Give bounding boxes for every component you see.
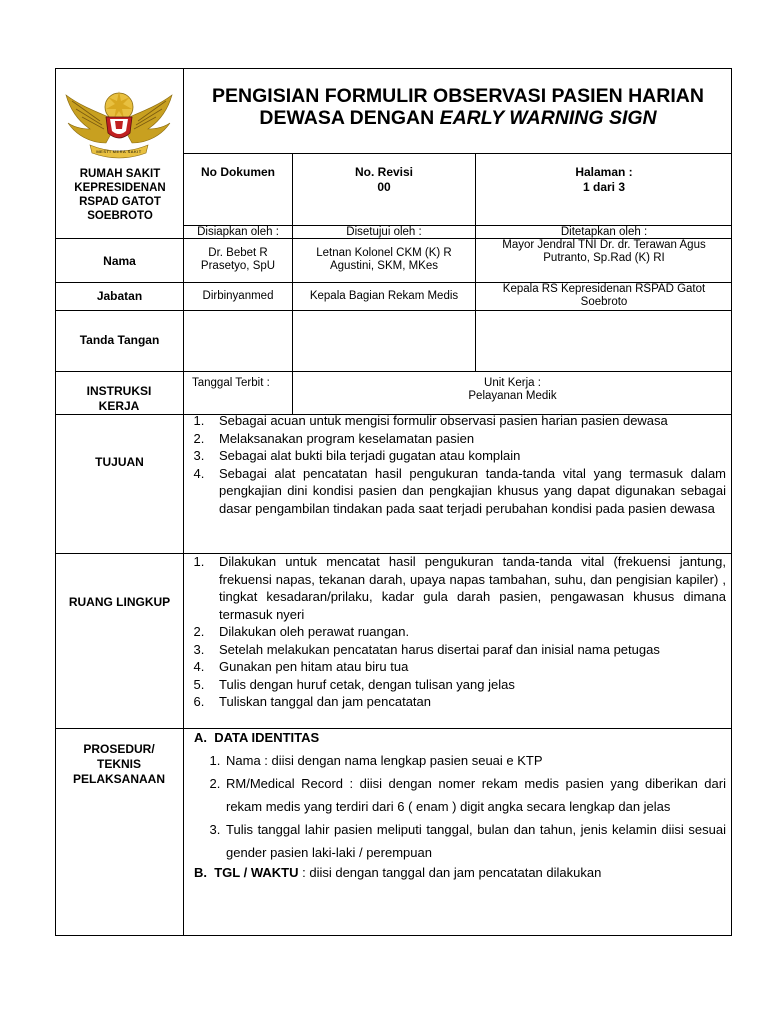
hospital-logo (60, 73, 178, 165)
nama-disiapkan: Dr. Bebet R Prasetyo, SpU (200, 247, 276, 272)
tujuan-label: TUJUAN (95, 455, 144, 469)
list-item: 3. Sebagai alat bukti bila terjadi gugatan atau komplain (208, 447, 726, 465)
jabatan-ditetapkan: Kepala RS Kepresidenan RSPAD Gatot Soebroto (502, 283, 706, 308)
prosedur-label: PROSEDUR/ TEKNIS PELAKSANAAN (72, 742, 165, 786)
nama-ditetapkan: Mayor Jendral TNI Dr. dr. Terawan Agus Putranto, Sp.Rad (K) RI (502, 239, 706, 264)
jabatan-disetujui: Kepala Bagian Rekam Medis (309, 290, 459, 302)
disiapkan-label: Disiapkan oleh : (197, 226, 279, 238)
logo-motto: MESTI MERA SAKIT (96, 149, 142, 154)
tujuan-list (184, 412, 726, 517)
tanda-tangan-label: Tanda Tangan (79, 333, 160, 347)
prosedur-content (184, 730, 726, 880)
sop-document (55, 68, 732, 936)
jabatan-label: Jabatan (96, 289, 143, 303)
ruang-lingkup-list (184, 553, 726, 711)
list-item: 3. Setelah melakukan pencatatan harus disertai paraf dan inisial nama petugas (208, 641, 726, 659)
list-item: 2. Melaksanakan program keselamatan pasien (208, 430, 726, 448)
instruksi-kerja-label: INSTRUKSI KERJA (86, 384, 152, 413)
list-item: 1. Nama : diisi dengan nama lengkap pasien seuai e KTP (224, 749, 726, 772)
halaman: Halaman : 1 dari 3 (575, 165, 633, 194)
disetujui-label: Disetujui oleh : (346, 226, 422, 238)
ruang-lingkup-label: RUANG LINGKUP (68, 595, 171, 609)
list-item: 4. Sebagai alat pencatatan hasil pengukuran tanda-tanda vital yang termasuk dalam pengkajian dini kondisi pasien dan pengkajian khusus yang dapat digunakan sebagai dasar pengambilan tindakan pada saat terjadi perubahan kondisi pada pasien dewasa (208, 465, 726, 518)
hospital-name: RUMAH SAKIT KEPRESIDENAN RSPAD GATOT SOEBROTO (74, 168, 166, 222)
list-item: 5. Tulis dengan huruf cetak, dengan tulisan yang jelas (208, 676, 726, 694)
no-revisi: No. Revisi 00 (354, 165, 414, 194)
nama-label: Nama (103, 254, 136, 268)
list-item: 2. RM/Medical Record : diisi dengan nomer rekam medis pasien yang diberikan dari rekam medis yang terdiri dari 6 ( enam ) digit angka secara lengkap dan jelas (224, 772, 726, 818)
no-dokumen-label: No Dokumen (200, 165, 275, 179)
tanggal-terbit-label: Tanggal Terbit : (192, 377, 270, 389)
section-b: B. TGL / WAKTU : diisi dengan tanggal dan jam pencatatan dilakukan (194, 865, 602, 880)
unit-kerja: Unit Kerja : Pelayanan Medik (468, 377, 557, 402)
list-item: 1. Sebagai acuan untuk mengisi formulir observasi pasien harian pasien dewasa (208, 412, 726, 430)
ditetapkan-label: Ditetapkan oleh : (560, 226, 648, 238)
list-item: 6. Tuliskan tanggal dan jam pencatatan (208, 693, 726, 711)
nama-disetujui: Letnan Kolonel CKM (K) R Agustini, SKM, MKes (316, 247, 452, 272)
signature-disiapkan (184, 311, 292, 371)
signature-ditetapkan (476, 311, 732, 371)
signature-disetujui (293, 311, 475, 371)
document-title: PENGISIAN FORMULIR OBSERVASI PASIEN HARIAN DEWASA DENGAN EARLY WARNING SIGN (212, 85, 704, 129)
section-a-heading: A. DATA IDENTITAS (194, 730, 320, 745)
list-item: 3. Tulis tanggal lahir pasien meliputi tanggal, bulan dan tahun, jenis kelamin diisi sesuai gender pasien laki-laki / perempuan (224, 818, 726, 864)
jabatan-disiapkan: Dirbinyanmed (202, 290, 274, 302)
list-item: 4. Gunakan pen hitam atau biru tua (208, 658, 726, 676)
list-item: 1. Dilakukan untuk mencatat hasil pengukuran tanda-tanda vital (frekuensi jantung, frekuensi napas, tekanan darah, upaya napas tambahan, suhu, dan pengisian kapiler) , tingkat kesadaran/prilaku, kadar gula darah pasien, pengawasan khusus dimana termasuk nyeri (208, 553, 726, 623)
list-item: 2. Dilakukan oleh perawat ruangan. (208, 623, 726, 641)
